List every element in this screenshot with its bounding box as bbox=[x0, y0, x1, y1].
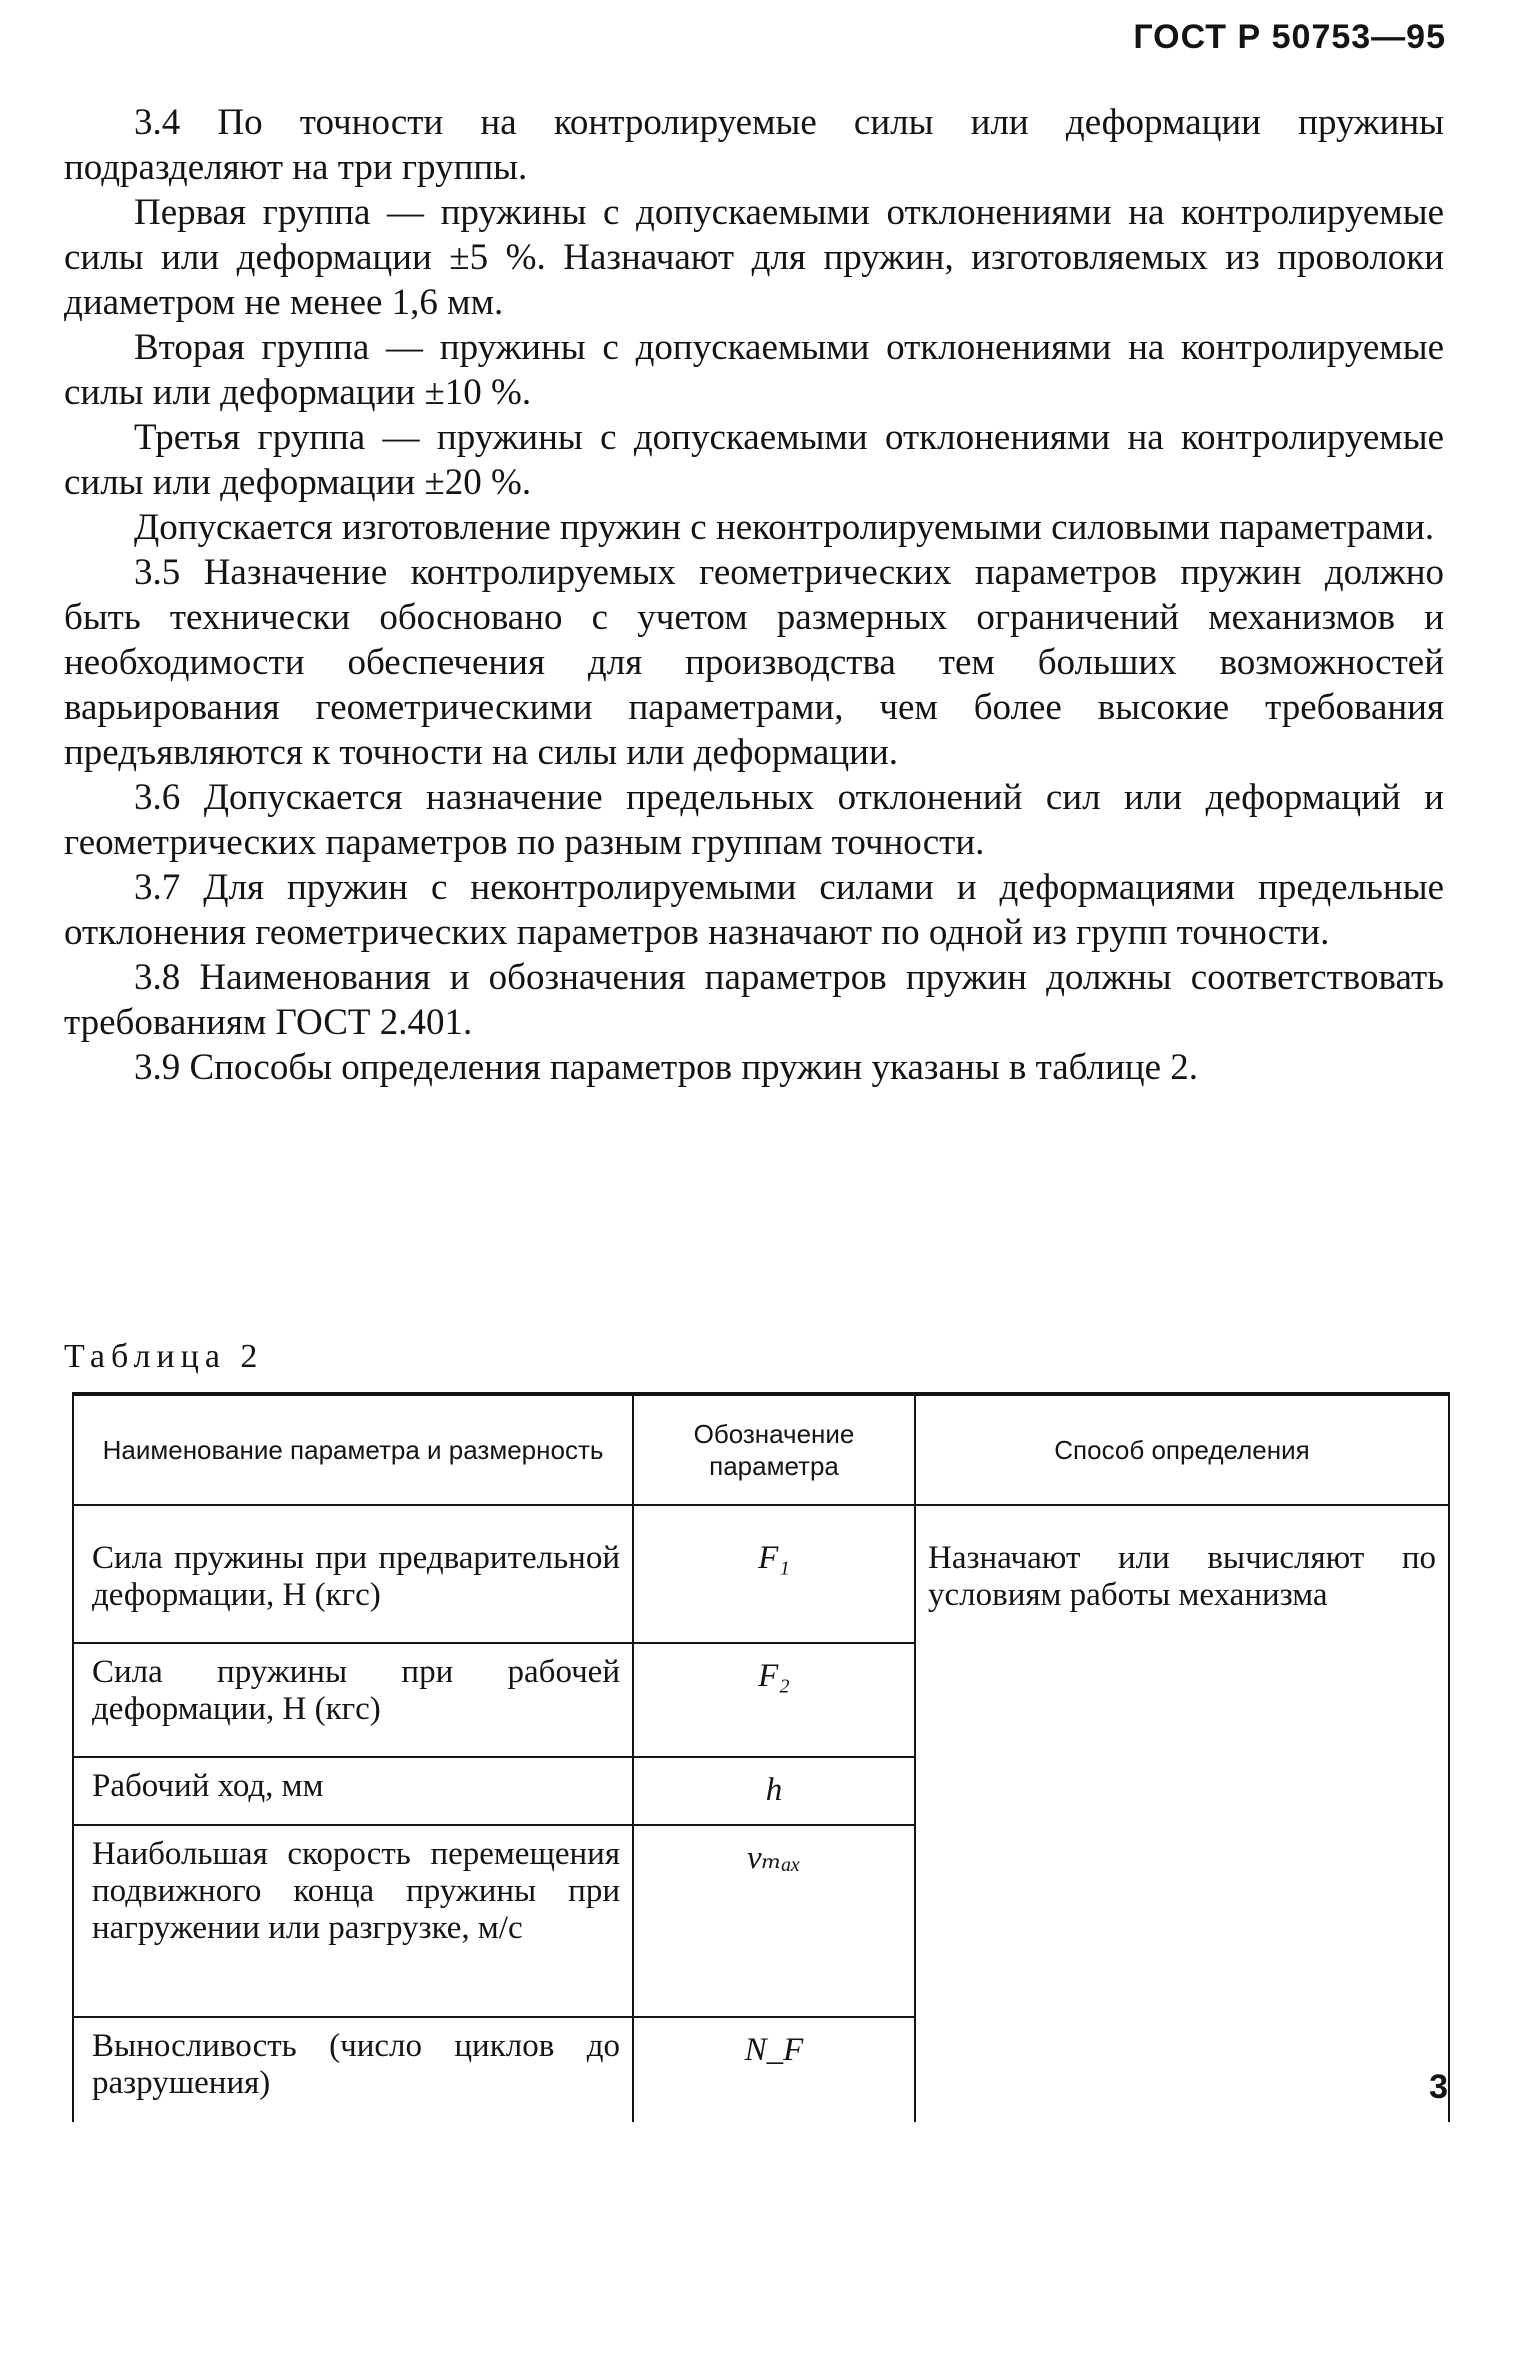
paragraph-3-5: 3.5 Назначение контролируемых геометрических параметров пружин должно быть технически обосновано с учетом размерных ограничений механизмов и необходимости обеспечения для производства тем больших возможностей варьирования геометрическими параметрами, чем более высокие требования предъявляются к точности на силы или деформации. bbox=[64, 552, 1444, 773]
paragraph-3-8: 3.8 Наименования и обозначения параметров пружин должны соответствовать требованиям ГОСТ 2.401. bbox=[64, 957, 1444, 1043]
determination-method: Назначают или вычисляют по условиям работы механизма bbox=[915, 1505, 1449, 2122]
paragraph-uncontrolled: Допускается изготовление пружин с неконтролируемыми силовыми параметрами. bbox=[134, 507, 1435, 548]
parameter-name: Сила пружины при предварительной деформации, Н (кгс) bbox=[73, 1505, 633, 1643]
parameter-name: Сила пружины при рабочей деформации, Н (кгс) bbox=[73, 1643, 633, 1757]
body-text bbox=[64, 100, 1444, 1090]
paragraph-3-4: 3.4 По точности на контролируемые силы или деформации пружины подразделяют на три группы. bbox=[64, 102, 1444, 188]
paragraph-3-7: 3.7 Для пружин с неконтролируемыми силами и деформациями предельные отклонения геометрических параметров назначают по одной из групп точности. bbox=[64, 867, 1444, 953]
page-number: 3 bbox=[1429, 2068, 1448, 2106]
paragraph-group-1: Первая группа — пружины с допускаемыми отклонениями на контролируемые силы или деформации ±5 %. Назначают для пружин, изготовляемых из проволоки диаметром не менее 1,6 мм. bbox=[64, 192, 1444, 323]
table-row bbox=[73, 1505, 1449, 1643]
paragraph-group-2: Вторая группа — пружины с допускаемыми отклонениями на контролируемые силы или деформации ±10 %. bbox=[64, 327, 1444, 413]
document-header: ГОСТ Р 50753—95 bbox=[1133, 18, 1446, 56]
parameter-symbol: F₁ bbox=[633, 1505, 915, 1643]
paragraph-group-3: Третья группа — пружины с допускаемыми отклонениями на контролируемые силы или деформации ±20 %. bbox=[64, 417, 1444, 503]
header-determination-method: Способ определения bbox=[915, 1394, 1449, 1505]
table-caption: Таблица 2 bbox=[64, 1338, 264, 1375]
parameter-name: Выносливость (число циклов до разрушения) bbox=[73, 2017, 633, 2122]
parameter-symbol: h bbox=[633, 1757, 915, 1825]
parameters-table bbox=[72, 1392, 1450, 2122]
parameter-symbol: F₂ bbox=[633, 1643, 915, 1757]
parameter-symbol: vₘₐₓ bbox=[633, 1825, 915, 2017]
table-header-row bbox=[73, 1394, 1449, 1505]
paragraph-3-6: 3.6 Допускается назначение предельных отклонений сил или деформаций и геометрических параметров по разным группам точности. bbox=[64, 777, 1444, 863]
paragraph-3-9: 3.9 Способы определения параметров пружин указаны в таблице 2. bbox=[134, 1047, 1199, 1088]
parameter-symbol: N_F bbox=[633, 2017, 915, 2122]
header-parameter-name: Наименование параметра и размерность bbox=[73, 1394, 633, 1505]
header-parameter-symbol: Обозначение параметра bbox=[633, 1394, 915, 1505]
parameter-name: Рабочий ход, мм bbox=[73, 1757, 633, 1825]
parameter-name: Наибольшая скорость перемещения подвижного конца пружины при нагружении или разгрузке, м/с bbox=[73, 1825, 633, 2017]
